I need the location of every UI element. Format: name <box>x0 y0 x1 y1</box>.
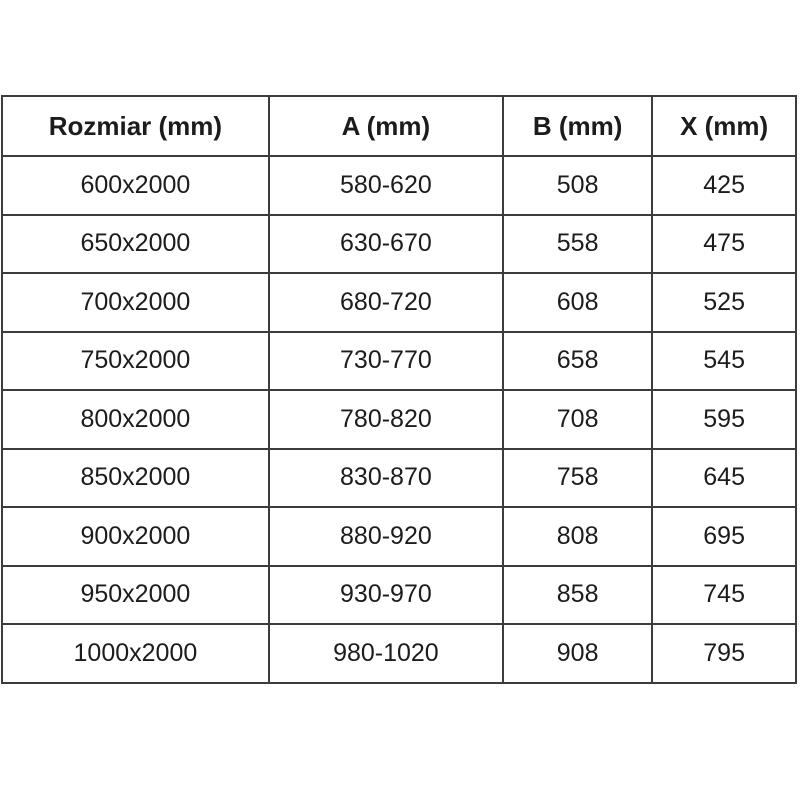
cell-x: 645 <box>652 449 796 508</box>
table-row <box>2 390 796 449</box>
cell-a: 730-770 <box>269 332 503 391</box>
table-row <box>2 156 796 215</box>
cell-b: 708 <box>503 390 652 449</box>
cell-rozmiar: 600x2000 <box>2 156 269 215</box>
cell-rozmiar: 750x2000 <box>2 332 269 391</box>
cell-b: 858 <box>503 566 652 625</box>
table-row <box>2 507 796 566</box>
cell-rozmiar: 650x2000 <box>2 215 269 274</box>
column-header-rozmiar: Rozmiar (mm) <box>2 96 269 156</box>
cell-rozmiar: 800x2000 <box>2 390 269 449</box>
table-row <box>2 273 796 332</box>
cell-b: 508 <box>503 156 652 215</box>
cell-rozmiar: 1000x2000 <box>2 624 269 683</box>
cell-a: 630-670 <box>269 215 503 274</box>
column-header-a: A (mm) <box>269 96 503 156</box>
cell-x: 545 <box>652 332 796 391</box>
cell-b: 658 <box>503 332 652 391</box>
table-row <box>2 449 796 508</box>
cell-x: 475 <box>652 215 796 274</box>
cell-a: 830-870 <box>269 449 503 508</box>
cell-rozmiar: 950x2000 <box>2 566 269 625</box>
cell-b: 908 <box>503 624 652 683</box>
cell-x: 425 <box>652 156 796 215</box>
cell-x: 745 <box>652 566 796 625</box>
cell-a: 780-820 <box>269 390 503 449</box>
cell-b: 808 <box>503 507 652 566</box>
column-header-b: B (mm) <box>503 96 652 156</box>
cell-a: 930-970 <box>269 566 503 625</box>
cell-rozmiar: 850x2000 <box>2 449 269 508</box>
cell-b: 758 <box>503 449 652 508</box>
table-row <box>2 215 796 274</box>
table-row <box>2 332 796 391</box>
cell-rozmiar: 900x2000 <box>2 507 269 566</box>
size-table <box>1 95 797 684</box>
table-body <box>2 156 796 683</box>
cell-x: 595 <box>652 390 796 449</box>
cell-a: 980-1020 <box>269 624 503 683</box>
column-header-x: X (mm) <box>652 96 796 156</box>
header-row <box>2 96 796 156</box>
cell-a: 880-920 <box>269 507 503 566</box>
cell-x: 525 <box>652 273 796 332</box>
cell-a: 580-620 <box>269 156 503 215</box>
cell-rozmiar: 700x2000 <box>2 273 269 332</box>
table-row <box>2 624 796 683</box>
table-header <box>2 96 796 156</box>
cell-a: 680-720 <box>269 273 503 332</box>
cell-b: 558 <box>503 215 652 274</box>
table-row <box>2 566 796 625</box>
cell-x: 695 <box>652 507 796 566</box>
cell-b: 608 <box>503 273 652 332</box>
cell-x: 795 <box>652 624 796 683</box>
